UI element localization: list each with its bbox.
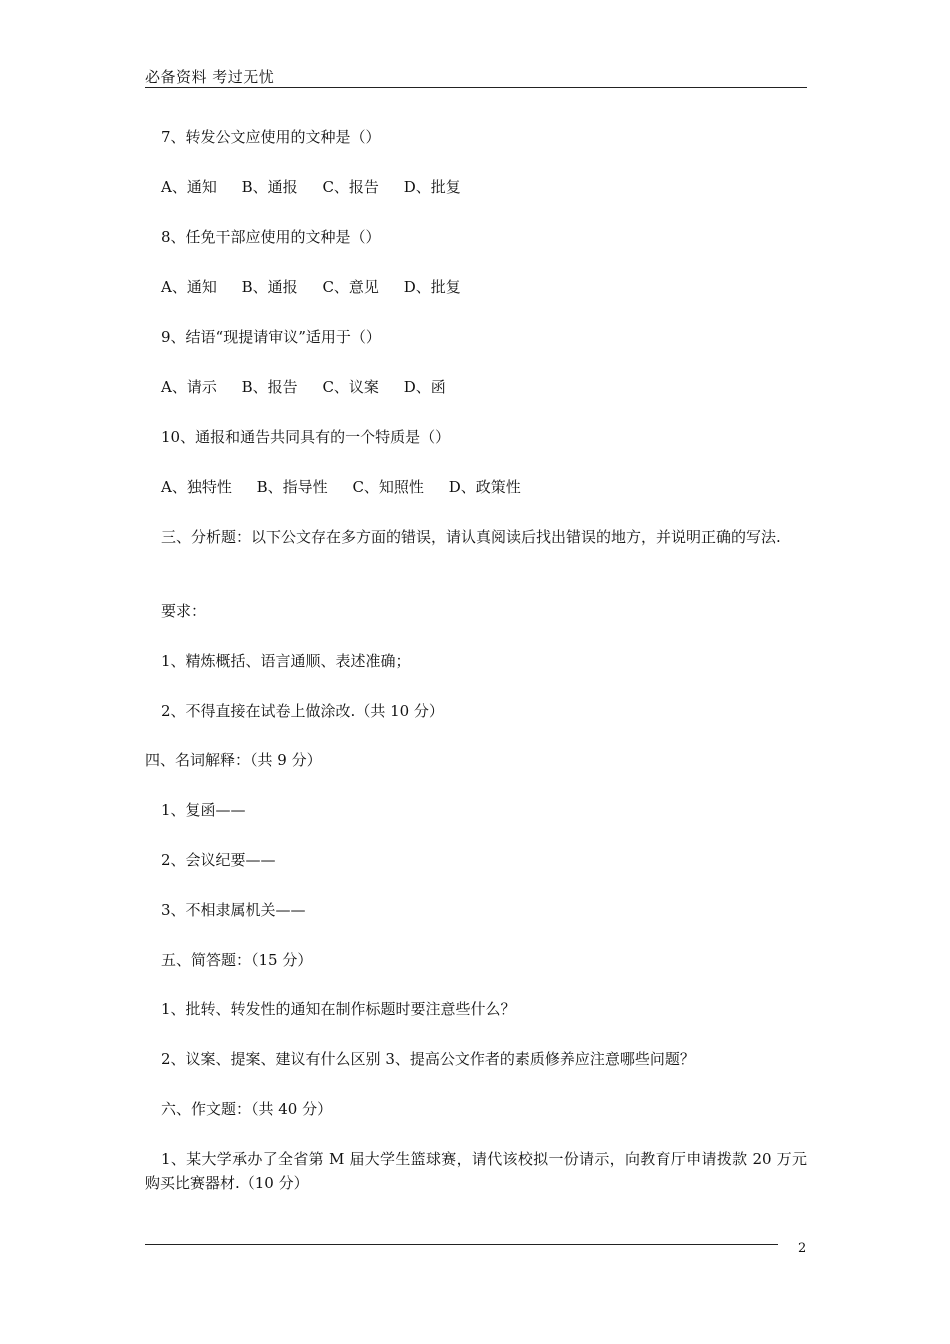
question-7-option-a: A、通知 [161, 178, 217, 196]
question-8-option-b: B、通报 [241, 278, 298, 296]
question-8-option-c: C、意见 [322, 278, 379, 296]
question-10-option-a: A、独特性 [161, 478, 232, 496]
question-9-option-b: B、报告 [241, 378, 298, 396]
section-6-title: 六、作文题：（共 40 分） [161, 1100, 333, 1118]
question-7-stem: 7、转发公文应使用的文种是（） [161, 128, 381, 146]
question-10-option-b: B、指导性 [256, 478, 328, 496]
section-5-item-2: 2、议案、提案、建议有什么区别 3、提高公文作者的素质修养应注意哪些问题？ [161, 1050, 695, 1068]
section-4-item-3: 3、不相隶属机关—— [161, 901, 306, 919]
section-3-requirement-1: 1、精炼概括、语言通顺、表述准确； [161, 652, 411, 670]
question-10-options [161, 476, 541, 498]
question-9-stem: 9、结语“现提请审议”适用于（） [161, 328, 381, 346]
page-number: 2 [798, 1241, 807, 1256]
question-10-stem: 10、通报和通告共同具有的一个特质是（） [161, 428, 451, 446]
header-rule [145, 87, 807, 88]
section-3-requirement-2: 2、不得直接在试卷上做涂改.（共 10 分） [161, 702, 444, 720]
question-8-stem: 8、任免干部应使用的文种是（） [161, 228, 381, 246]
question-9-options [161, 376, 466, 398]
section-4-title: 四、名词解释：（共 9 分） [145, 751, 322, 769]
section-3-requirements-label: 要求： [161, 602, 207, 620]
page-header: 必备资料 考过无忧 [145, 68, 275, 86]
question-8-option-d: D、批复 [403, 278, 461, 296]
question-8-options [161, 276, 481, 298]
footer-rule [145, 1244, 778, 1245]
question-7-options [161, 176, 481, 198]
section-5-title: 五、简答题：（15 分） [161, 951, 313, 969]
question-9-option-c: C、议案 [322, 378, 379, 396]
question-9-option-a: A、请示 [161, 378, 217, 396]
question-7-option-d: D、批复 [403, 178, 461, 196]
section-4-item-1: 1、复函—— [161, 801, 246, 819]
question-7-option-c: C、报告 [322, 178, 379, 196]
question-7-option-b: B、通报 [241, 178, 298, 196]
question-10-option-d: D、政策性 [448, 478, 521, 496]
section-6-item-1: 1、某大学承办了全省第 M 届大学生篮球赛，请代该校拟一份请示，向教育厅申请拨款 20 万元购买比赛器材.（10 分） [145, 1150, 807, 1192]
section-4-item-2: 2、会议纪要—— [161, 851, 276, 869]
section-5-item-1: 1、批转、转发性的通知在制作标题时要注意些什么？ [161, 1000, 516, 1018]
question-9-option-d: D、函 [403, 378, 446, 396]
question-10-option-c: C、知照性 [352, 478, 424, 496]
section-3-intro: 三、分析题：以下公文存在多方面的错误，请认真阅读后找出错误的地方，并说明正确的写法. [161, 528, 781, 546]
question-8-option-a: A、通知 [161, 278, 217, 296]
